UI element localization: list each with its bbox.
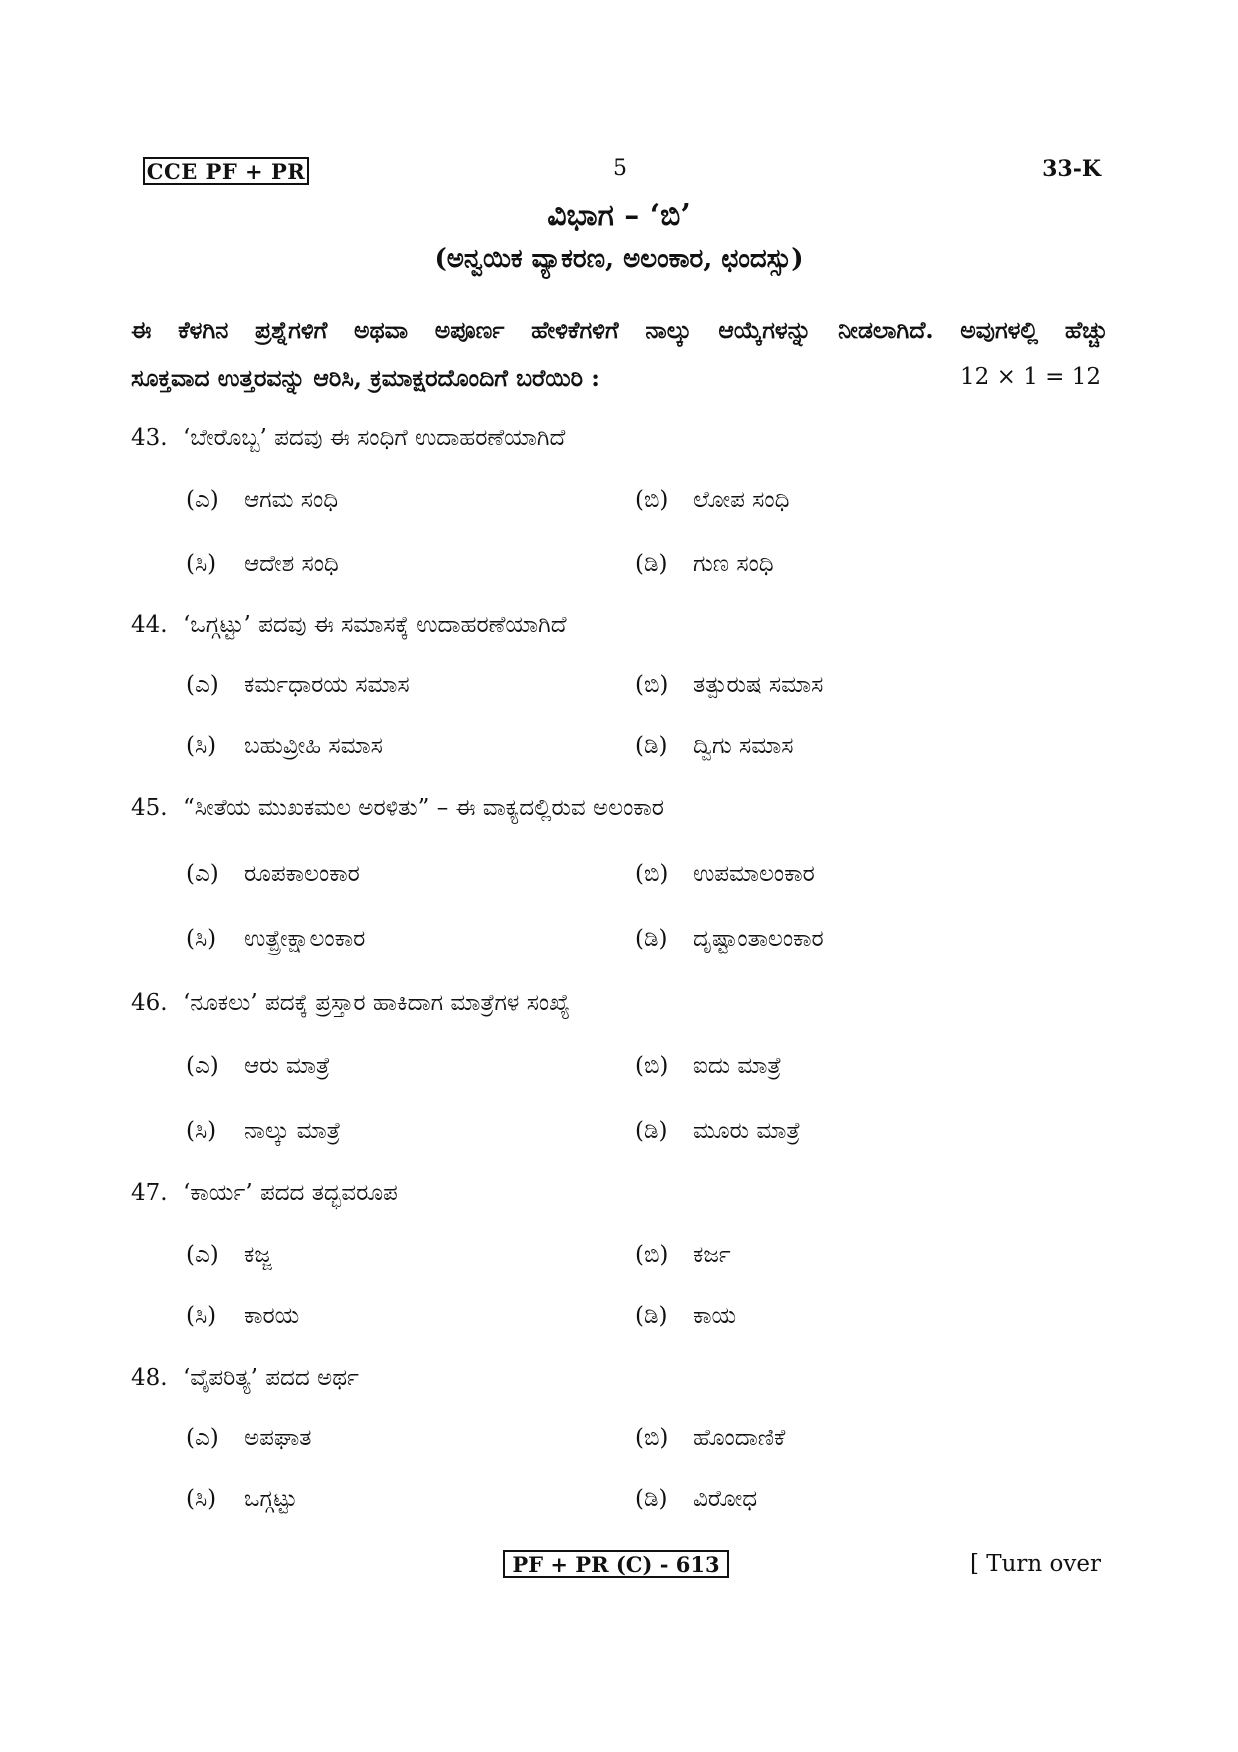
option-c [186, 1303, 299, 1329]
option-text: ಕಜ್ಜ [244, 1242, 272, 1268]
option-label: (ಎ) [186, 1053, 219, 1079]
question-text: ‘ವೈಪರಿತ್ಯ’ ಪದದ ಅರ್ಥ [183, 1365, 359, 1391]
option-label: (ಡಿ) [635, 926, 668, 952]
option-label: (ಡಿ) [635, 1486, 668, 1512]
option-a [186, 1425, 311, 1451]
option-label: (ಬಿ) [635, 1053, 669, 1079]
option-text: ಅಪಘಾತ [244, 1425, 312, 1451]
question-text: ‘ನೂಕಲು’ ಪದಕ್ಕೆ ಪ್ರಸ್ತಾರ ಹಾಕಿದಾಗ ಮಾತ್ರೆಗಳ ಸಂಖ್ಯೆ [183, 990, 570, 1016]
option-c [186, 1118, 341, 1144]
section-title: ವಿಭಾಗ – ‘ಬಿ’ [547, 198, 691, 233]
question-number: 44. [131, 612, 168, 638]
question-number: 48. [131, 1365, 168, 1391]
question-46 [131, 990, 570, 1016]
footer-code-box: PF + PR (C) - 613 [503, 1550, 729, 1578]
option-text: ಕರ್ಮಧಾರಯ ಸಮಾಸ [244, 672, 410, 698]
option-text: ಆಗಮ ಸಂಧಿ [244, 487, 339, 513]
instructions-line-2: ಸೂಕ್ತವಾದ ಉತ್ತರವನ್ನು ಆರಿಸಿ, ಕ್ರಮಾಕ್ಷರದೊಂದಿಗೆ ಬರೆಯಿರಿ : [131, 364, 600, 392]
option-text: ನಾಲ್ಕು ಮಾತ್ರೆ [244, 1118, 341, 1144]
question-45 [131, 795, 664, 821]
question-44 [131, 612, 566, 638]
option-text: ದ್ವಿಗು ಸಮಾಸ [693, 733, 794, 759]
option-c [186, 733, 383, 759]
option-label: (ಬಿ) [635, 861, 669, 887]
option-label: (ಎ) [186, 861, 219, 887]
option-label: (ಬಿ) [635, 487, 669, 513]
option-text: ಬಹುವ್ರೀಹಿ ಸಮಾಸ [244, 733, 383, 759]
option-d [635, 1303, 736, 1329]
option-text: ಒಗ್ಗಟ್ಟು [244, 1486, 298, 1512]
option-b [635, 861, 815, 887]
question-text: “ಸೀತೆಯ ಮುಖಕಮಲ ಅರಳಿತು” – ಈ ವಾಕ್ಯದಲ್ಲಿರುವ ಅಲಂಕಾರ [183, 795, 664, 821]
instructions-line-1: ಈ ಕೆಳಗಿನ ಪ್ರಶ್ನೆಗಳಿಗೆ ಅಥವಾ ಅಪೂರ್ಣ ಹೇಳಿಕೆಗಳಿಗೆ ನಾಲ್ಕು ಆಯ್ಕೆಗಳನ್ನು ನೀಡಲಾಗಿದೆ. ಅವುಗಳಲ್ಲಿ ಹೆಚ್ಚು [131, 316, 1108, 344]
option-text: ವಿರೋಧ [693, 1486, 758, 1512]
section-subtitle: (ಅನ್ವಯಿಕ ವ್ಯಾಕರಣ, ಅಲಂಕಾರ, ಛಂದಸ್ಸು) [434, 244, 804, 274]
option-text: ಕಾಯ [693, 1303, 737, 1329]
option-label: (ಸಿ) [186, 551, 217, 577]
option-c [186, 926, 365, 952]
option-label: (ಸಿ) [186, 1118, 217, 1144]
question-text: ‘ಬೇರೊಬ್ಬ’ ಪದವು ಈ ಸಂಧಿಗೆ ಉದಾಹರಣೆಯಾಗಿದೆ [183, 425, 566, 451]
option-d [635, 733, 793, 759]
option-label: (ಸಿ) [186, 1486, 217, 1512]
option-b [635, 672, 823, 698]
option-text: ರೂಪಕಾಲಂಕಾರ [244, 861, 360, 887]
option-label: (ಬಿ) [635, 672, 669, 698]
option-label: (ಡಿ) [635, 733, 668, 759]
option-label: (ಎ) [186, 1425, 219, 1451]
option-text: ಆರು ಮಾತ್ರೆ [244, 1053, 331, 1079]
option-a [186, 861, 360, 887]
page-number: 5 [613, 156, 627, 181]
option-a [186, 1053, 330, 1079]
turn-over-note: [ Turn over [969, 1551, 1101, 1577]
question-text: ‘ಒಗ್ಗಟ್ಟು’ ಪದವು ಈ ಸಮಾಸಕ್ಕೆ ಉದಾಹರಣೆಯಾಗಿದೆ [183, 612, 567, 638]
option-text: ಕಾರಯ [244, 1303, 300, 1329]
option-label: (ಸಿ) [186, 733, 217, 759]
option-d [635, 1118, 800, 1144]
question-43 [131, 425, 565, 451]
option-label: (ಎ) [186, 487, 219, 513]
question-number: 45. [131, 795, 168, 821]
option-c [186, 551, 339, 577]
option-text: ಮೂರು ಮಾತ್ರೆ [693, 1118, 801, 1144]
option-text: ಉಪಮಾಲಂಕಾರ [693, 861, 815, 887]
paper-code: 33-K [1042, 156, 1101, 182]
question-number: 47. [131, 1180, 168, 1206]
option-text: ದೃಷ್ಟಾಂತಾಲಂಕಾರ [693, 926, 824, 952]
question-text: ‘ಕಾರ್ಯ’ ಪದದ ತದ್ಭವರೂಪ [183, 1180, 398, 1206]
option-label: (ಡಿ) [635, 1303, 668, 1329]
option-text: ಉತ್ಪ್ರೇಕ್ಷಾಲಂಕಾರ [244, 926, 366, 952]
option-b [635, 1242, 731, 1268]
question-47 [131, 1180, 398, 1206]
option-label: (ಸಿ) [186, 1303, 217, 1329]
option-d [635, 551, 774, 577]
question-number: 46. [131, 990, 168, 1016]
marks-allocation: 12 × 1 = 12 [960, 364, 1101, 390]
option-b [635, 1425, 785, 1451]
option-label: (ಬಿ) [635, 1242, 669, 1268]
exam-code-box: CCE PF + PR [143, 157, 309, 185]
question-number: 43. [131, 425, 168, 451]
option-text: ಆದೇಶ ಸಂಧಿ [244, 551, 339, 577]
option-label: (ಬಿ) [635, 1425, 669, 1451]
option-a [186, 1242, 271, 1268]
option-a [186, 487, 338, 513]
option-text: ಐದು ಮಾತ್ರೆ [693, 1053, 782, 1079]
option-label: (ಎ) [186, 672, 219, 698]
question-48 [131, 1365, 359, 1391]
option-text: ತತ್ಪುರುಷ ಸಮಾಸ [693, 672, 824, 698]
option-label: (ಡಿ) [635, 1118, 668, 1144]
option-text: ಲೋಪ ಸಂಧಿ [693, 487, 790, 513]
option-d [635, 926, 824, 952]
option-label: (ಸಿ) [186, 926, 217, 952]
option-b [635, 487, 789, 513]
option-c [186, 1486, 297, 1512]
option-text: ಗುಣ ಸಂಧಿ [693, 551, 774, 577]
option-a [186, 672, 410, 698]
option-text: ಕರ್ಜ [693, 1242, 731, 1268]
option-text: ಹೊಂದಾಣಿಕೆ [693, 1425, 786, 1451]
option-b [635, 1053, 781, 1079]
option-d [635, 1486, 757, 1512]
option-label: (ಡಿ) [635, 551, 668, 577]
option-label: (ಎ) [186, 1242, 219, 1268]
